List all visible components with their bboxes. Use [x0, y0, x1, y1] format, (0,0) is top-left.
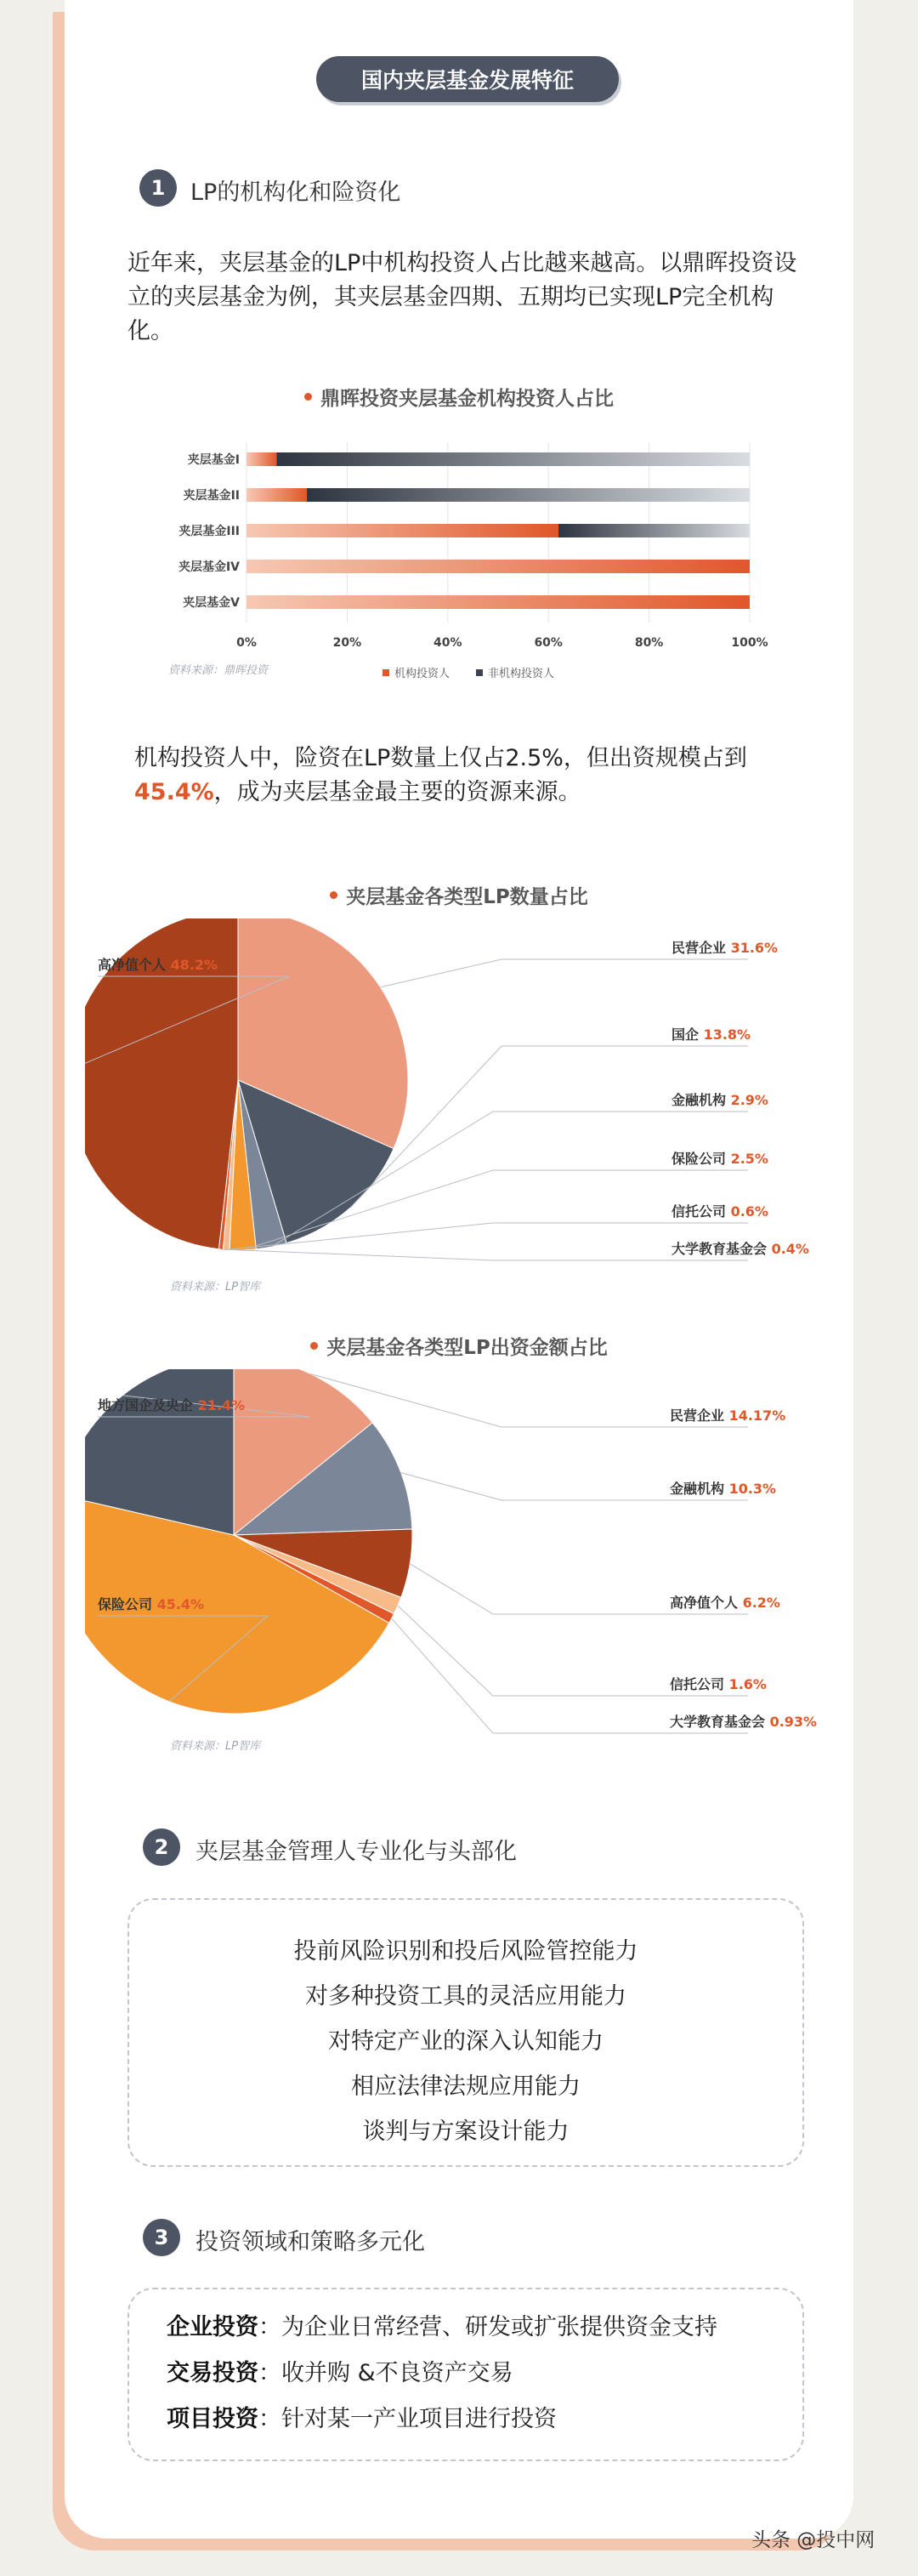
tick-label: 40%	[434, 636, 462, 650]
legend-swatch	[476, 669, 483, 676]
chart-title	[0, 383, 918, 411]
tick-label: 0%	[236, 636, 257, 650]
section-title: 夹层基金管理人专业化与头部化	[196, 1839, 517, 1865]
strategy-item	[167, 2305, 802, 2351]
bar-non-institutional	[277, 452, 750, 466]
pie-chart-lp-count	[85, 918, 850, 1284]
category-label: 夹层基金III	[178, 525, 240, 538]
capabilities-box	[128, 1898, 804, 2167]
highlight-value: 45.4%	[134, 779, 214, 805]
capability-item: 对多种投资工具的灵活应用能力	[305, 1983, 626, 2010]
bullet-dot-icon	[330, 891, 337, 899]
strategy-item	[167, 2397, 802, 2442]
legend-swatch	[382, 669, 389, 676]
slice-label: 民营企业 14.17%	[670, 1407, 786, 1424]
slice-label: 地方国企及央企 21.4%	[98, 1397, 246, 1413]
leader-line	[350, 1046, 748, 1208]
slice-label: 大学教育基金会 0.4%	[672, 1241, 809, 1257]
strategy-term: 交易投资	[167, 2360, 258, 2386]
bar-institutional	[246, 560, 750, 573]
strategy-desc: ：为企业日常经营、研发或扩张提供资金支持	[258, 2314, 717, 2340]
paragraph-text: 机构投资人中，险资在LP数量上仅占2.5%，但出资规模占到	[134, 745, 747, 771]
chart-source: 资料来源：LP智库	[170, 1281, 261, 1294]
category-label: 夹层基金V	[183, 596, 240, 610]
chart-source: 资料来源：鼎晖投资	[168, 664, 269, 677]
slice-label: 国企 13.8%	[672, 1026, 751, 1043]
legend-label: 非机构投资人	[488, 668, 555, 680]
bar-institutional	[246, 488, 307, 502]
bar-chart	[128, 434, 808, 689]
slice-label: 保险公司 45.4%	[98, 1596, 205, 1612]
slice-label: 金融机构 10.3%	[670, 1481, 777, 1497]
chart-title	[0, 1332, 918, 1360]
slice-label: 民营企业 31.6%	[672, 940, 779, 956]
slice-label: 大学教育基金会 0.93%	[670, 1714, 818, 1730]
slice-label: 高净值个人 6.2%	[670, 1595, 780, 1611]
pie-chart-lp-amount	[85, 1369, 850, 1735]
leader-line	[221, 1249, 748, 1260]
capability-item: 相应法律法规应用能力	[351, 2073, 581, 2100]
section-number-badge: 3	[143, 2219, 180, 2256]
capability-item: 投前风险识别和投后风险管控能力	[293, 1938, 638, 1965]
chart-source: 资料来源：LP智库	[170, 1740, 261, 1753]
strategy-desc: ：针对某一产业项目进行投资	[258, 2406, 557, 2432]
bullet-dot-icon	[310, 1342, 318, 1350]
bar-institutional	[246, 524, 558, 537]
tick-label: 60%	[534, 636, 563, 650]
category-label: 夹层基金II	[183, 489, 240, 503]
category-label: 夹层基金I	[187, 453, 240, 467]
strategy-desc: ：收并购 &不良资产交易	[258, 2360, 513, 2386]
section-number-badge: 2	[143, 1828, 180, 1866]
watermark: 头条 @投中网	[751, 2529, 876, 2551]
capabilities-list	[129, 1929, 802, 2154]
strategies-list	[167, 2305, 802, 2442]
chart-title-text: 夹层基金各类型LP出资金额占比	[326, 1337, 608, 1359]
bullet-dot-icon	[304, 393, 312, 401]
slice-label: 高净值个人 48.2%	[98, 957, 218, 973]
tick-label: 20%	[332, 636, 362, 650]
bar-institutional	[246, 452, 277, 466]
header-title: 国内夹层基金发展特征	[316, 56, 619, 102]
section-title: 投资领域和策略多元化	[196, 2229, 425, 2255]
tick-label: 100%	[731, 636, 768, 650]
slice-label: 信托公司 0.6%	[672, 1203, 768, 1220]
bar-institutional	[246, 595, 750, 609]
intro-paragraph: 近年来，夹层基金的LP中机构投资人占比越来越高。以鼎晖投资设立的夹层基金为例，其夹层基金四期、五期均已实现LP完全机构化。	[128, 250, 797, 344]
capability-item: 谈判与方案设计能力	[362, 2118, 570, 2145]
insurance-paragraph	[134, 742, 814, 810]
tick-label: 80%	[634, 636, 664, 650]
leader-line	[381, 959, 748, 987]
slice-label: 信托公司 1.6%	[670, 1676, 767, 1692]
slice-label: 金融机构 2.9%	[672, 1092, 768, 1108]
bar-non-institutional	[558, 524, 750, 537]
chart-title-text: 鼎晖投资夹层基金机构投资人占比	[320, 388, 614, 410]
strategy-item	[167, 2351, 802, 2397]
section-number-badge: 1	[139, 169, 177, 207]
chart-title	[0, 881, 918, 909]
strategy-term: 项目投资	[167, 2406, 258, 2432]
legend-label: 机构投资人	[394, 668, 450, 680]
slice-label: 保险公司 2.5%	[672, 1151, 768, 1167]
chart-title-text: 夹层基金各类型LP数量占比	[346, 886, 588, 908]
strategies-box	[128, 2288, 804, 2461]
capability-item: 对特定产业的深入认知能力	[328, 2028, 604, 2055]
strategy-term: 企业投资	[167, 2314, 258, 2340]
bar-non-institutional	[307, 488, 750, 502]
category-label: 夹层基金IV	[178, 560, 240, 574]
section-title: LP的机构化和险资化	[190, 179, 401, 206]
paragraph-text-end: ，成为夹层基金最主要的资源来源。	[213, 779, 581, 805]
